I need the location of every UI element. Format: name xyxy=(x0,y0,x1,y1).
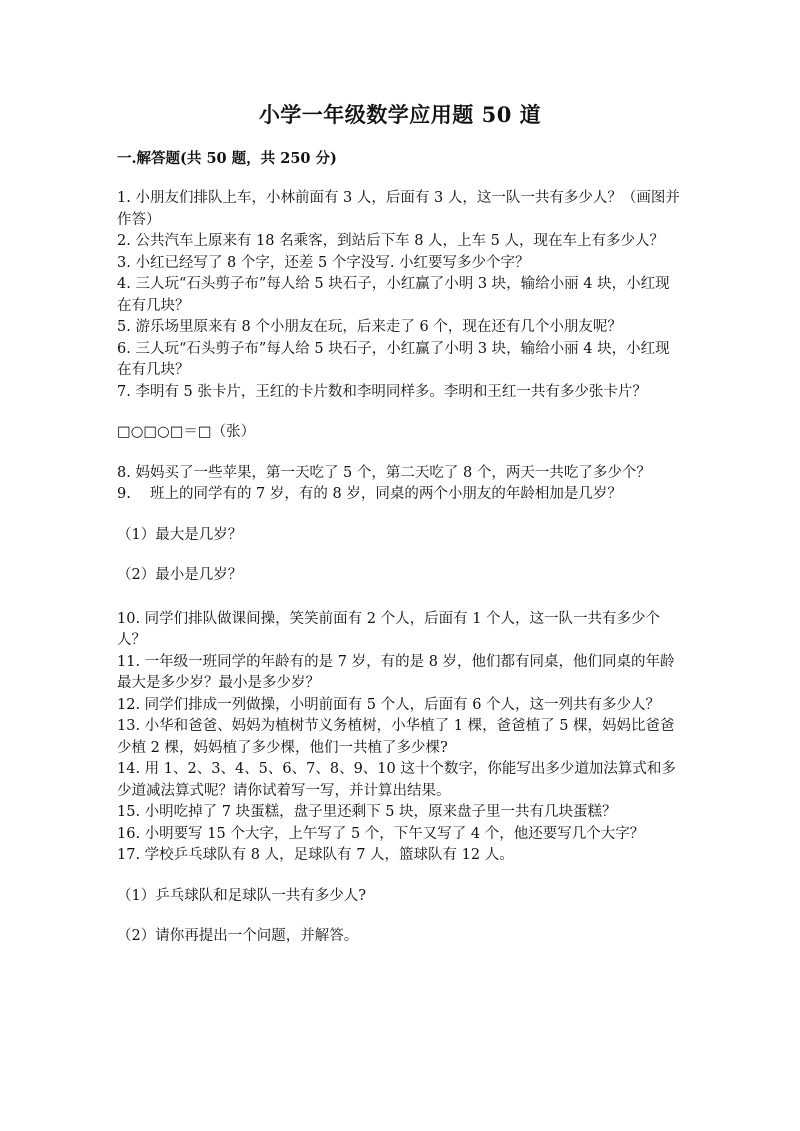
question-17: 17. 学校乒乓球队有 8 人，足球队有 7 人，篮球队有 12 人。 xyxy=(117,847,514,863)
question-5: 5. 游乐场里原来有 8 个小朋友在玩，后来走了 6 个，现在还有几个小朋友呢？ xyxy=(117,319,622,335)
question-9-part-2: （2）最小是几岁？ xyxy=(117,567,243,583)
question-10: 10. 同学们排队做课间操，笑笑前面有 2 个人，后面有 1 个人，这一队一共有多少个人？ xyxy=(117,610,661,648)
question-17-part-2: （2）请你再提出一个问题，并解答。 xyxy=(117,928,359,944)
question-4: 4. 三人玩“石头剪子布”每人给 5 块石子，小红赢了小明 3 块，输给小丽 4 块，小红现在有几块？ xyxy=(117,276,670,314)
page-title: 小学一年级数学应用题 50 道 xyxy=(258,102,542,127)
question-3: 3. 小红已经写了 8 个字，还差 5 个字没写. 小红要写多少个字？ xyxy=(117,254,530,271)
question-11: 11. 一年级一班同学的年龄有的是 7 岁，有的是 8 岁，他们都有同桌，他们同桌的年龄最大是多少岁？最小是多少岁？ xyxy=(117,653,675,691)
question-17-part-1: （1）乒乓球队和足球队一共有多少人? xyxy=(117,887,366,904)
question-12: 12. 同学们排成一列做操，小明前面有 5 个人，后面有 6 个人，这一列共有多少人？ xyxy=(117,696,661,713)
question-7-template: □○□○□＝□（张） xyxy=(117,424,256,440)
question-1: 1. 小朋友们排队上车，小林前面有 3 人，后面有 3 人，这一队一共有多少人？（画图并作答） xyxy=(117,190,680,228)
question-14: 14. 用 1、2、3、4、5、6、7、8、9、10 这十个数字，你能写出多少道加法算式和多少道减法算式呢？请你试着写一写，并计算出结果。 xyxy=(117,761,676,799)
question-16: 16. 小明要写 15 个大字，上午写了 5 个，下午又写了 4 个，他还要写几个大字？ xyxy=(117,825,645,842)
question-13: 13. 小华和爸爸、妈妈为植树节义务植树，小华植了 1 棵，爸爸植了 5 棵，妈妈比爸爸少植 2 棵，妈妈植了多少棵，他们一共植了多少棵? xyxy=(117,718,675,756)
question-15: 15. 小明吃掉了 7 块蛋糕，盘子里还剩下 5 块，原来盘子里一共有几块蛋糕？ xyxy=(117,804,617,820)
question-7: 7. 李明有 5 张卡片，王红的卡片数和李明同样多。李明和王红一共有多少张卡片？ xyxy=(117,383,647,400)
question-9-part-1: （1）最大是几岁？ xyxy=(117,526,243,543)
question-list xyxy=(117,188,683,948)
question-9: 9. 班上的同学有的 7 岁，有的 8 岁，同桌的两个小朋友的年龄相加是几岁？ xyxy=(117,486,622,502)
section-heading: 一.解答题(共 50 题，共 250 分) xyxy=(117,150,337,167)
question-6: 6. 三人玩“石头剪子布”每人给 5 块石子，小红赢了小明 3 块，输给小丽 4 块，小红现在有几块？ xyxy=(117,340,670,378)
question-8: 8. 妈妈买了一些苹果，第一天吃了 5 个，第二天吃了 8 个，两天一共吃了多少个？ xyxy=(117,464,651,481)
question-2: 2. 公共汽车上原来有 18 名乘客，到站后下车 8 人，上车 5 人，现在车上有多少人？ xyxy=(117,233,664,249)
